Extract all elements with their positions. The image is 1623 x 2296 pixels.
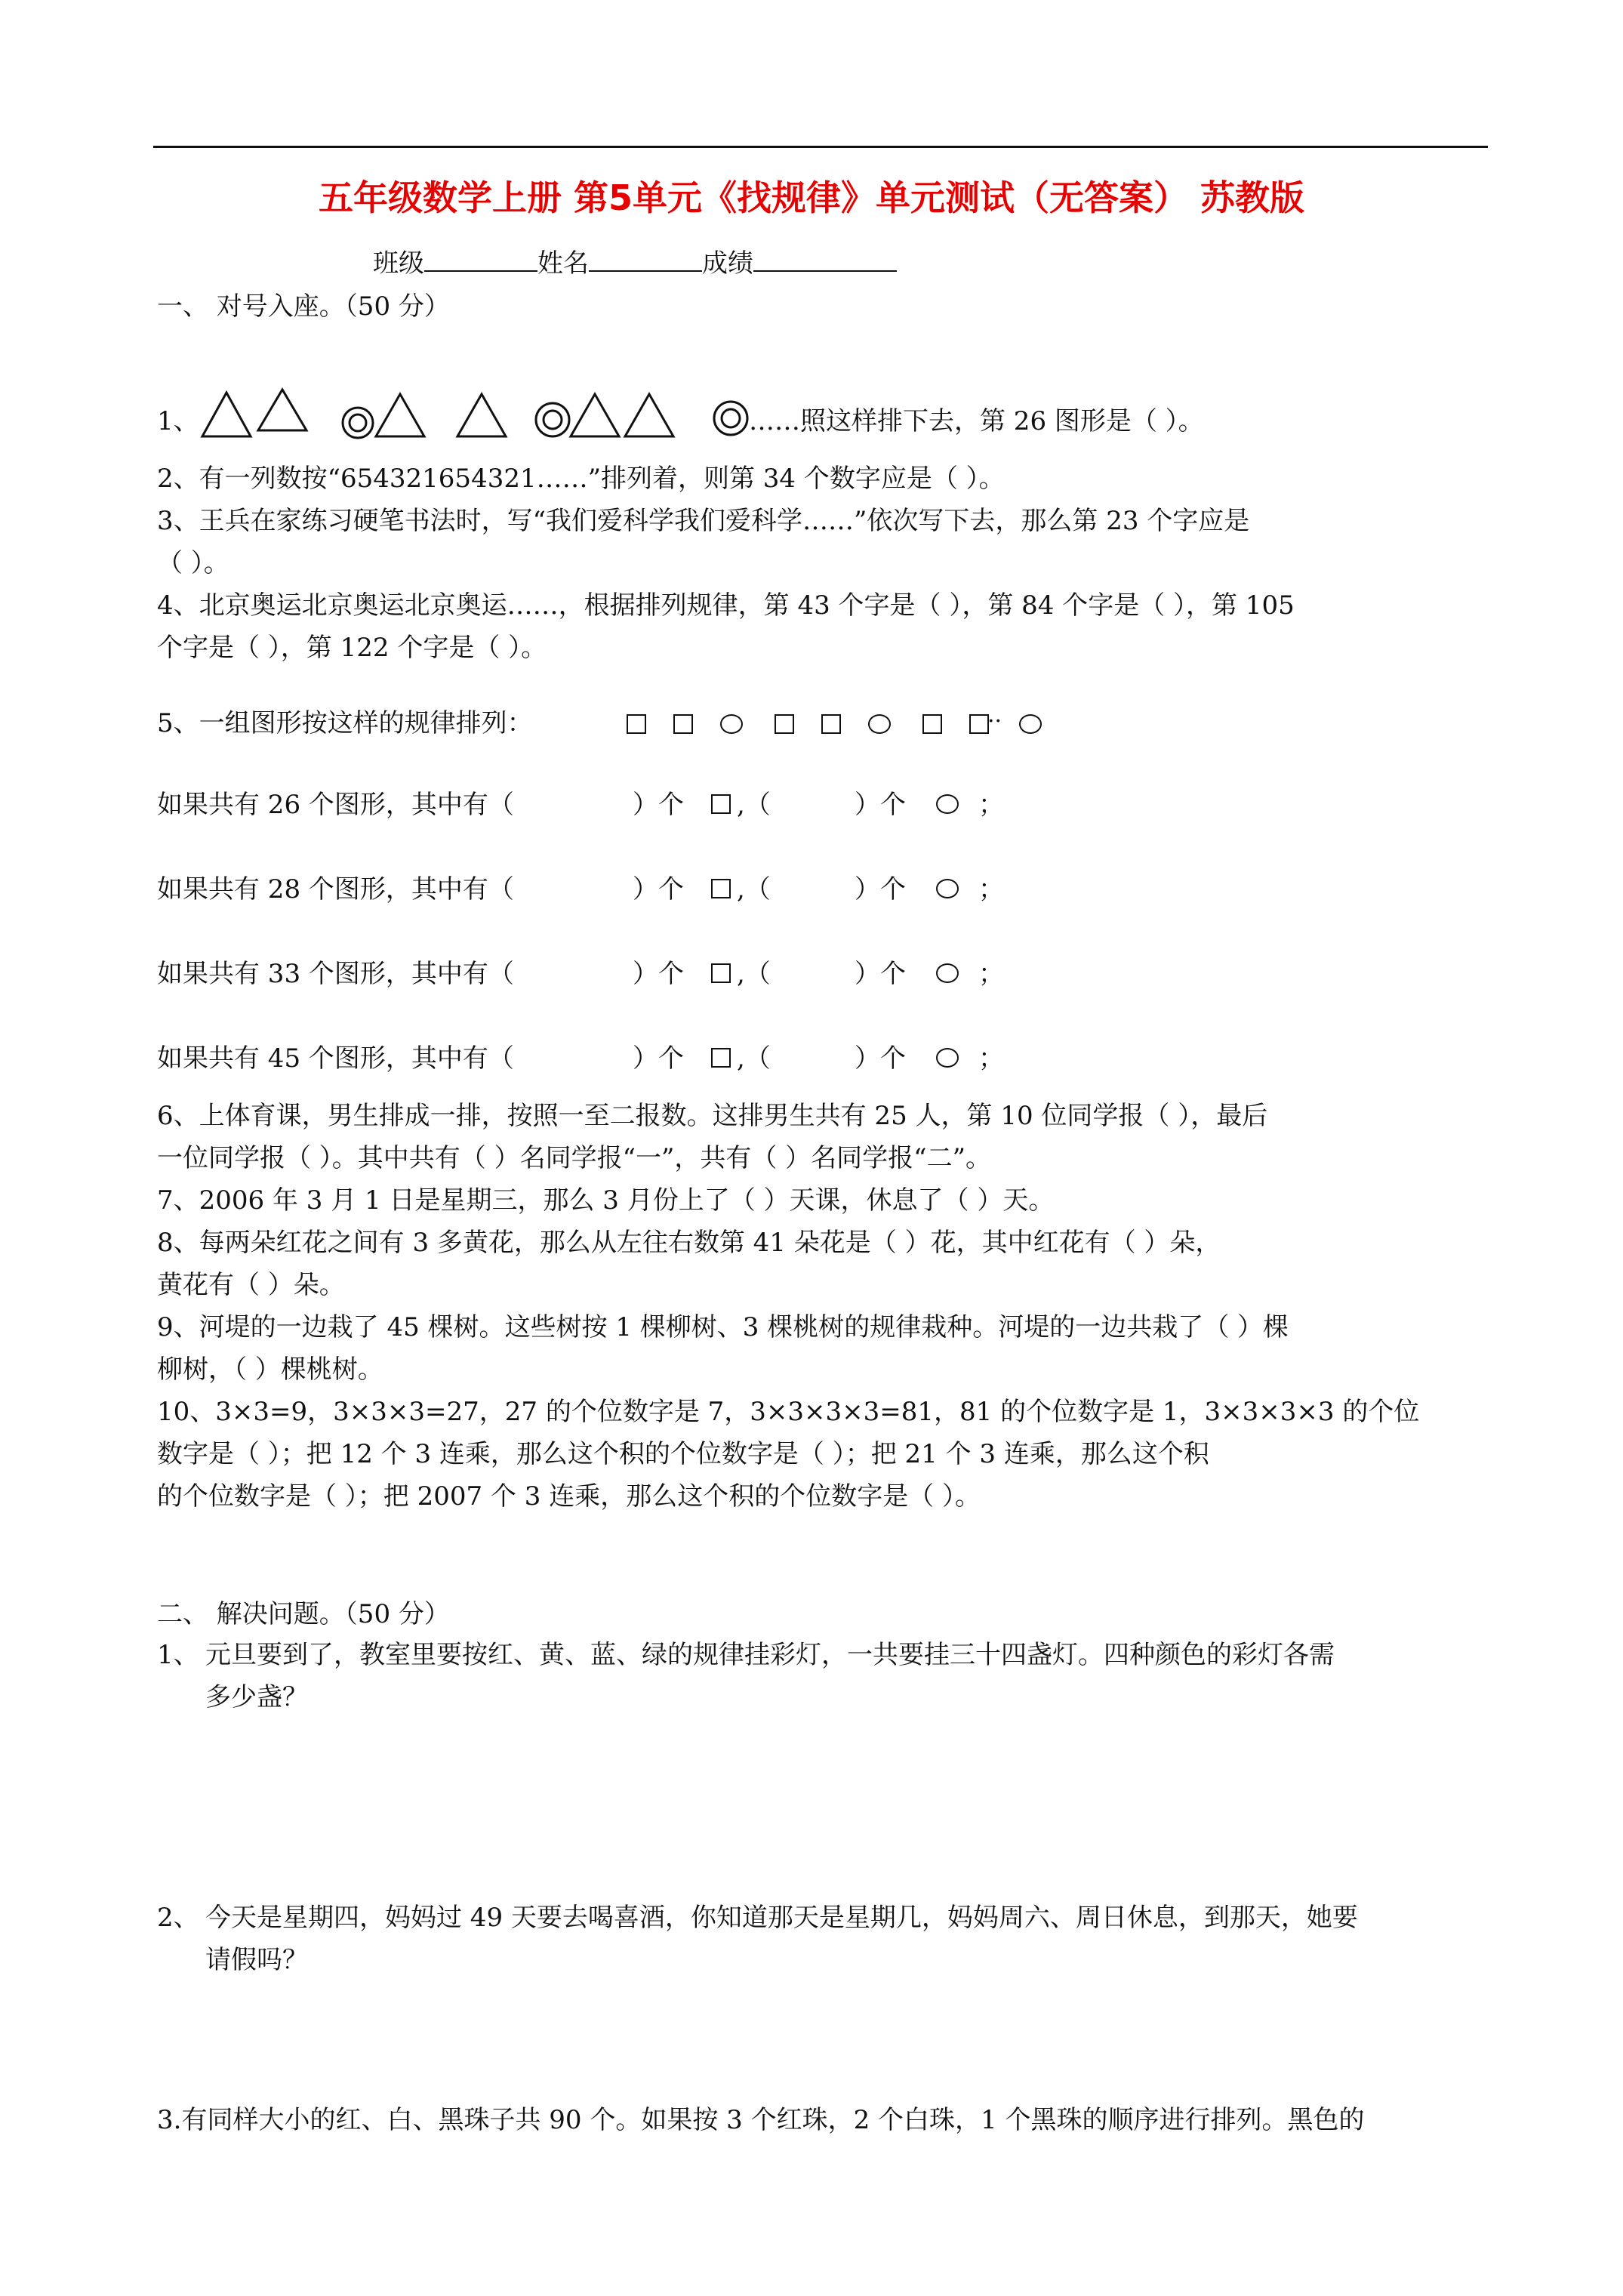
q5-row-mid2: ,（	[737, 874, 771, 905]
circle-icon	[720, 714, 743, 734]
triangle-icon	[376, 394, 424, 436]
circle-icon	[343, 408, 373, 438]
q3-line1: 3、王兵在家练习硬笔书法时，写“我们爱科学我们爱科学……”依次写下去，那么第 23 个字应是	[157, 506, 1250, 536]
q5-row-prefix: 如果共有 26 个图形，其中有（	[157, 790, 514, 820]
ellipsis-icon: ··	[987, 708, 1002, 735]
p1-number: 1、	[157, 1640, 199, 1670]
square-icon	[922, 714, 942, 734]
p1-line1: 元旦要到了，教室里要按红、黄、蓝、绿的规律挂彩灯，一共要挂三十四盏灯。四种颜色的彩灯各需	[205, 1640, 1335, 1670]
q5-row-mid2: ,（	[737, 790, 771, 820]
q5-row-mid2: ,（	[737, 959, 771, 989]
q2-text: 2、有一列数按“654321654321……”排列着，则第 34 个数字应是（ ）。	[157, 464, 1005, 494]
name-field[interactable]	[589, 248, 702, 272]
square-icon	[627, 714, 646, 734]
q5-row-tail: ；	[978, 959, 1004, 989]
q4-line2: 个字是（ ），第 122 个字是（ ）。	[157, 633, 547, 663]
class-label: 班级	[373, 248, 424, 279]
square-icon	[775, 714, 794, 734]
q9-line2: 柳树，（ ）棵桃树。	[157, 1354, 383, 1385]
q6-line2: 一位同学报（ ）。其中共有（ ）名同学报“一”，共有（ ）名同学报“二”。	[157, 1143, 991, 1173]
p3-line1: 3.有同样大小的红、白、黑珠子共 90 个。如果按 3 个红珠，2 个白珠，1 个黑珠的顺序进行排列。黑色的	[157, 2105, 1365, 2135]
p1-line2: 多少盏？	[205, 1682, 308, 1712]
triangle-icon	[202, 393, 251, 436]
triangle-icon	[571, 394, 619, 436]
circle-icon	[1019, 714, 1042, 734]
circle-icon	[936, 794, 959, 814]
class-field[interactable]	[424, 248, 537, 272]
circle-icon	[722, 409, 740, 427]
circle-icon	[868, 714, 891, 734]
circle-icon	[714, 402, 747, 435]
q5-row-end: ）个	[855, 1043, 906, 1074]
circle-icon	[544, 411, 562, 429]
section1-heading: 一、 对号入座。（50 分）	[157, 291, 450, 322]
q5-row-tail: ；	[978, 1043, 1004, 1074]
q5-row-end: ）个	[855, 790, 906, 820]
circle-icon	[936, 1048, 959, 1068]
q3-line2: （ ）。	[157, 548, 229, 578]
circle-icon	[350, 415, 366, 431]
q5-row-tail: ；	[978, 874, 1004, 905]
q5-row-end: ）个	[855, 959, 906, 989]
square-icon	[673, 714, 693, 734]
q5-row-mid: ）个	[633, 1043, 684, 1074]
square-icon	[821, 714, 841, 734]
circle-icon	[936, 879, 959, 898]
section2-heading: 二、 解决问题。（50 分）	[157, 1599, 450, 1629]
p2-number: 2、	[157, 1903, 199, 1933]
square-icon	[711, 1048, 731, 1068]
triangle-icon	[625, 394, 673, 436]
q5-row-mid: ）个	[633, 874, 684, 905]
q10-line1: 10、3×3=9，3×3×3=27，27 的个位数字是 7，3×3×3×3=81，81 的个位数字是 1，3×3×3×3 的个位	[157, 1397, 1420, 1427]
triangle-icon	[258, 390, 306, 430]
q5-row-tail: ；	[978, 790, 1004, 820]
circle-icon	[936, 963, 959, 983]
q5-row-end: ）个	[855, 874, 906, 905]
score-field[interactable]	[753, 248, 897, 272]
page-title: 五年级数学上册 第5单元《找规律》单元测试（无答案） 苏教版	[318, 177, 1305, 218]
square-icon	[711, 879, 731, 898]
p2-line1: 今天是星期四，妈妈过 49 天要去喝喜酒，你知道那天是星期几，妈妈周六、周日休息，到那天，她要	[205, 1903, 1358, 1933]
score-label: 成绩	[702, 248, 753, 279]
q8-line1: 8、每两朵红花之间有 3 多黄花，那么从左往右数第 41 朵花是（ ）花，其中红花有（ ）朵，	[157, 1228, 1221, 1258]
q6-line1: 6、上体育课，男生排成一排，按照一至二报数。这排男生共有 25 人，第 10 位同学报（ ），最后	[157, 1101, 1268, 1131]
square-icon	[711, 794, 731, 814]
triangle-icon	[457, 394, 506, 436]
circle-icon	[536, 403, 569, 436]
info-row	[373, 248, 897, 279]
q5-row-prefix: 如果共有 33 个图形，其中有（	[157, 959, 514, 989]
q1-number: 1、	[157, 406, 199, 436]
header-rule	[153, 146, 1488, 148]
q10-line2: 数字是（ ）；把 12 个 3 连乘，那么这个积的个位数字是（ ）；把 21 个 3 连乘，那么这个积	[157, 1439, 1209, 1469]
q5-intro: 5、一组图形按这样的规律排列：	[157, 708, 533, 738]
q5-row-mid: ）个	[633, 790, 684, 820]
q1-shape-sequence	[198, 384, 779, 444]
q8-line2: 黄花有（ ）朵。	[157, 1270, 345, 1300]
q5-row-prefix: 如果共有 28 个图形，其中有（	[157, 874, 514, 905]
name-label: 姓名	[537, 248, 589, 279]
q9-line1: 9、河堤的一边栽了 45 棵树。这些树按 1 棵柳树、3 棵桃树的规律栽种。河堤的一边共栽了（ ）棵	[157, 1312, 1289, 1342]
q5-row-mid2: ,（	[737, 1043, 771, 1074]
q5-row-mid: ）个	[633, 959, 684, 989]
q7-text: 7、2006 年 3 月 1 日是星期三，那么 3 月份上了（ ）天课，休息了（ ）天。	[157, 1185, 1055, 1216]
square-icon	[711, 963, 731, 983]
q1-text: ……照这样排下去，第 26 图形是（ ）。	[749, 406, 1204, 436]
square-icon	[969, 714, 989, 734]
p2-line2: 请假吗？	[205, 1945, 308, 1975]
q10-line3: 的个位数字是（ ）；把 2007 个 3 连乘，那么这个积的个位数字是（ ）。	[157, 1481, 981, 1512]
q5-row-prefix: 如果共有 45 个图形，其中有（	[157, 1043, 514, 1074]
q4-line1: 4、北京奥运北京奥运北京奥运……，根据排列规律，第 43 个字是（ ），第 84 个字是（ ），第 105	[157, 590, 1295, 621]
